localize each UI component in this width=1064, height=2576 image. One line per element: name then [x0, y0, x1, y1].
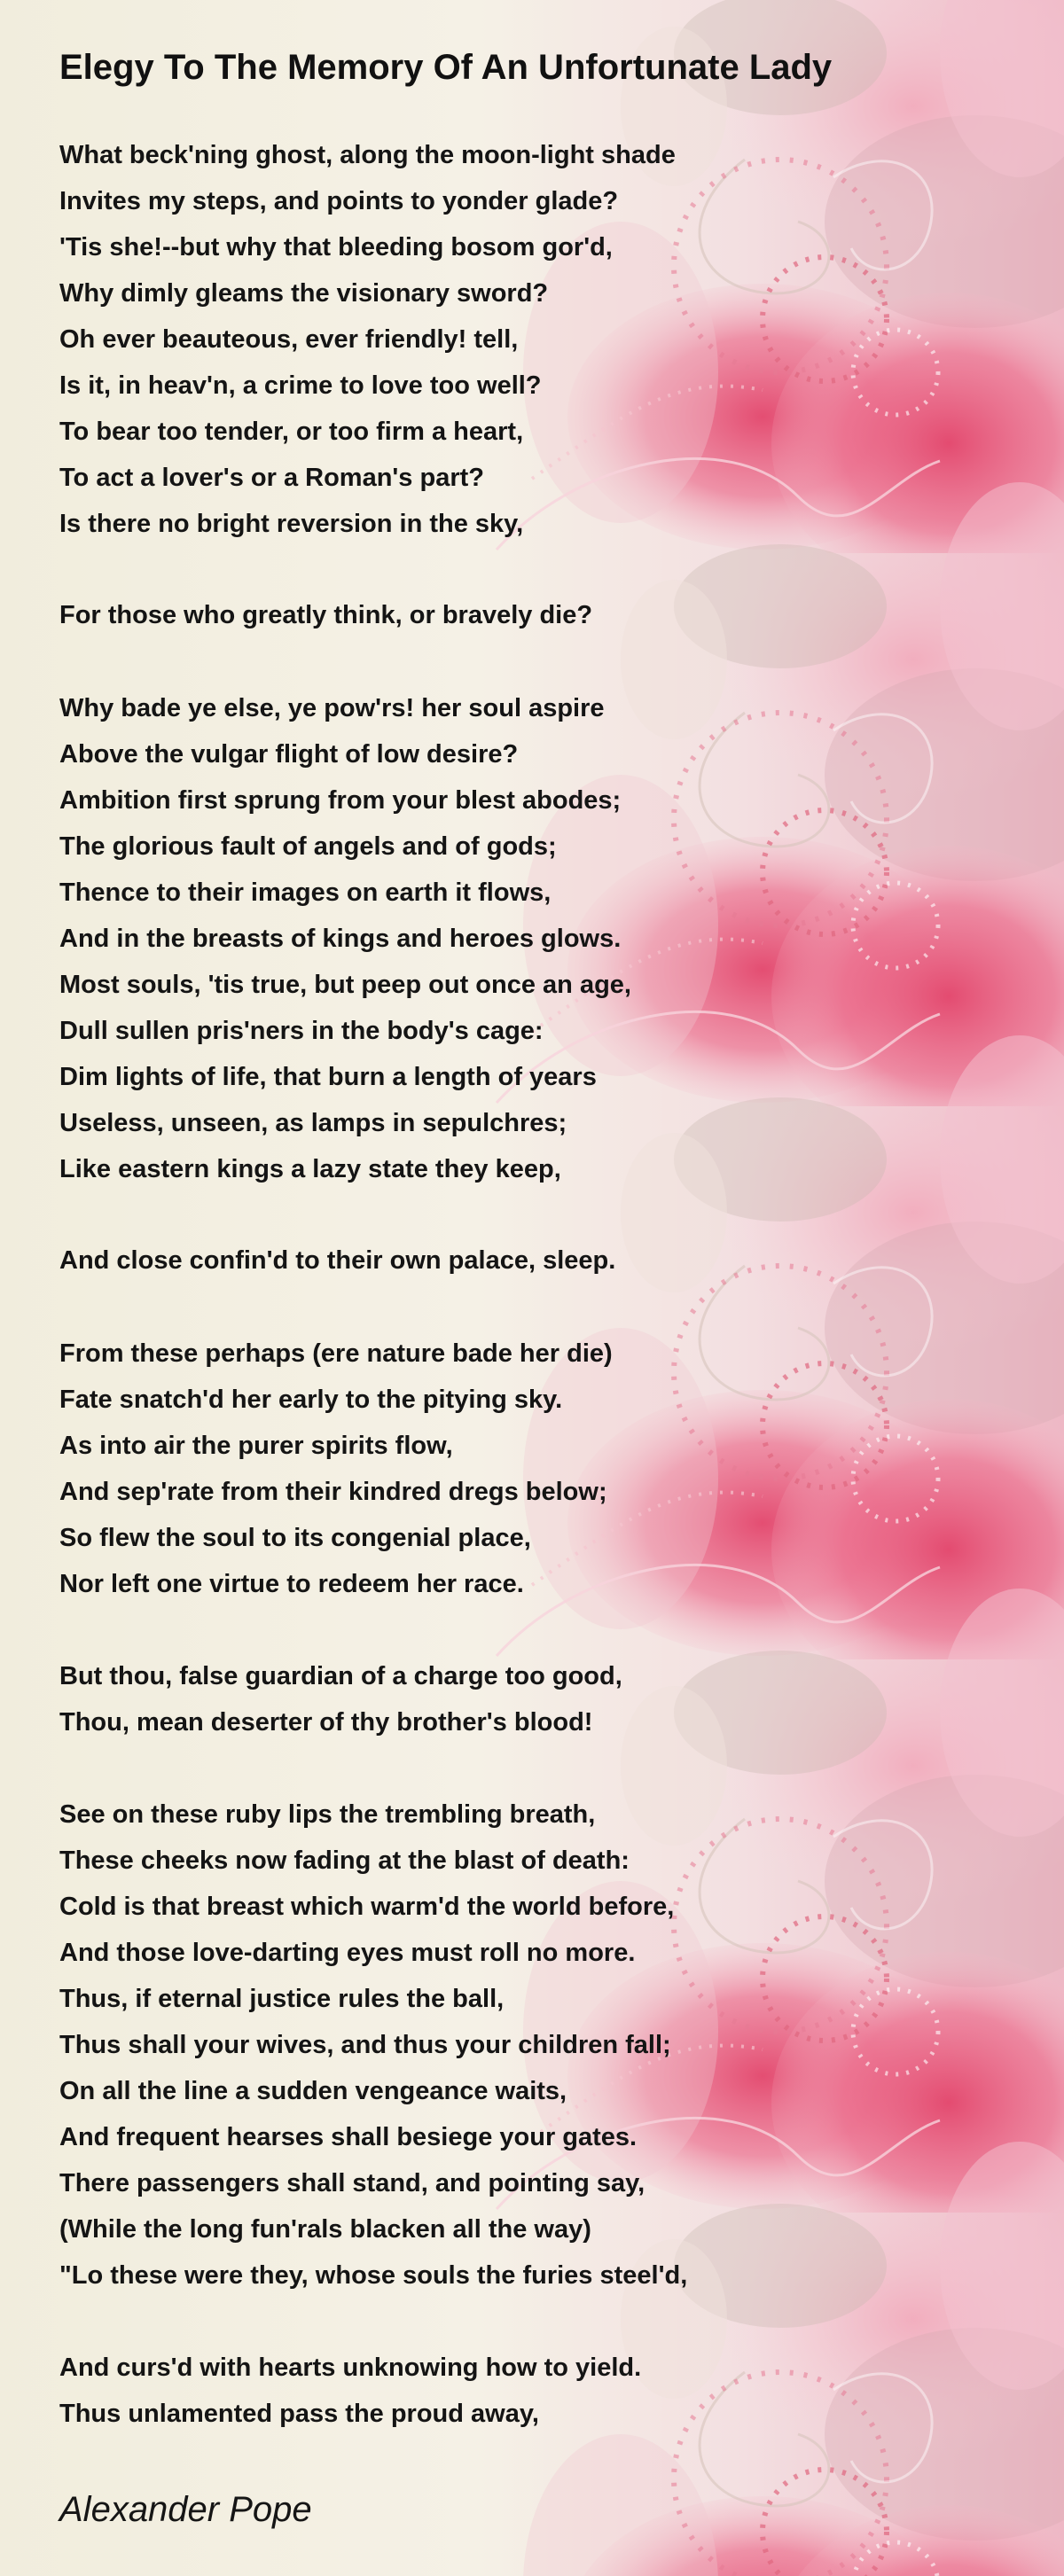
poem-line: And those love-darting eyes must roll no more. — [59, 1939, 636, 1967]
poem-line: 'Tis she!--but why that bleeding bosom gor'd, — [59, 233, 613, 262]
poem-line: Thence to their images on earth it flows, — [59, 878, 552, 907]
poem-line: What beck'ning ghost, along the moon-light shade — [59, 141, 676, 169]
poem-line: Why dimly gleams the visionary sword? — [59, 279, 549, 308]
poem-line: To bear too tender, or too firm a heart, — [59, 418, 524, 446]
poem-line: So flew the soul to its congenial place, — [59, 1524, 531, 1552]
poem-line: To act a lover's or a Roman's part? — [59, 464, 484, 492]
poem-line: Ambition first sprung from your blest abodes; — [59, 786, 622, 815]
poem-line: Like eastern kings a lazy state they keep, — [59, 1155, 561, 1183]
poem-line: But thou, false guardian of a charge too good, — [59, 1662, 622, 1690]
poem-line: Thus unlamented pass the proud away, — [59, 2400, 539, 2428]
poem-line: On all the line a sudden vengeance waits, — [59, 2077, 567, 2105]
poem-line: And sep'rate from their kindred dregs below; — [59, 1478, 607, 1506]
poem-line: From these perhaps (ere nature bade her die) — [59, 1339, 613, 1368]
poem-line: Is there no bright reversion in the sky, — [59, 510, 524, 538]
poem-line: Above the vulgar flight of low desire? — [59, 740, 519, 769]
poem-line: And close confin'd to their own palace, sleep. — [59, 1246, 616, 1275]
poem-line: Dim lights of life, that burn a length of years — [59, 1063, 597, 1091]
poem-line: Thou, mean deserter of thy brother's blood! — [59, 1708, 593, 1737]
poem-line: Most souls, 'tis true, but peep out once an age, — [59, 971, 631, 999]
poem-line: "Lo these were they, whose souls the furies steel'd, — [59, 2261, 688, 2290]
poem-line: Invites my steps, and points to yonder glade? — [59, 187, 619, 215]
poem-line: These cheeks now fading at the blast of death: — [59, 1846, 630, 1875]
poem-line: Useless, unseen, as lamps in sepulchres; — [59, 1109, 567, 1137]
poem-line: And curs'd with hearts unknowing how to yield. — [59, 2354, 642, 2382]
poem-line: Fate snatch'd her early to the pitying sky. — [59, 1386, 563, 1414]
poem-line: Why bade ye else, ye pow'rs! her soul aspire — [59, 694, 605, 722]
poem-line: See on these ruby lips the trembling breath, — [59, 1800, 596, 1829]
poem-line: Dull sullen pris'ners in the body's cage: — [59, 1017, 544, 1045]
poem-line: For those who greatly think, or bravely die? — [59, 601, 593, 629]
poem-line: As into air the purer spirits flow, — [59, 1432, 453, 1460]
poem-author: Alexander Pope — [59, 2490, 312, 2529]
poem-line: And frequent hearses shall besiege your gates. — [59, 2123, 638, 2151]
poem-line: Oh ever beauteous, ever friendly! tell, — [59, 325, 519, 354]
poem-line: Cold is that breast which warm'd the world before, — [59, 1893, 675, 1921]
poem-line: (While the long fun'rals blacken all the way) — [59, 2215, 591, 2244]
poem-line: Is it, in heav'n, a crime to love too well? — [59, 371, 542, 400]
poem-line: Thus, if eternal justice rules the ball, — [59, 1985, 505, 2013]
poem-line: Thus shall your wives, and thus your children fall; — [59, 2031, 671, 2059]
poem-line: The glorious fault of angels and of gods; — [59, 832, 557, 861]
poem-line: There passengers shall stand, and pointing say, — [59, 2169, 645, 2197]
poem-line: Nor left one virtue to redeem her race. — [59, 1570, 524, 1598]
poem-line: And in the breasts of kings and heroes glows. — [59, 925, 622, 953]
poem-title: Elegy To The Memory Of An Unfortunate Lady — [59, 48, 833, 87]
